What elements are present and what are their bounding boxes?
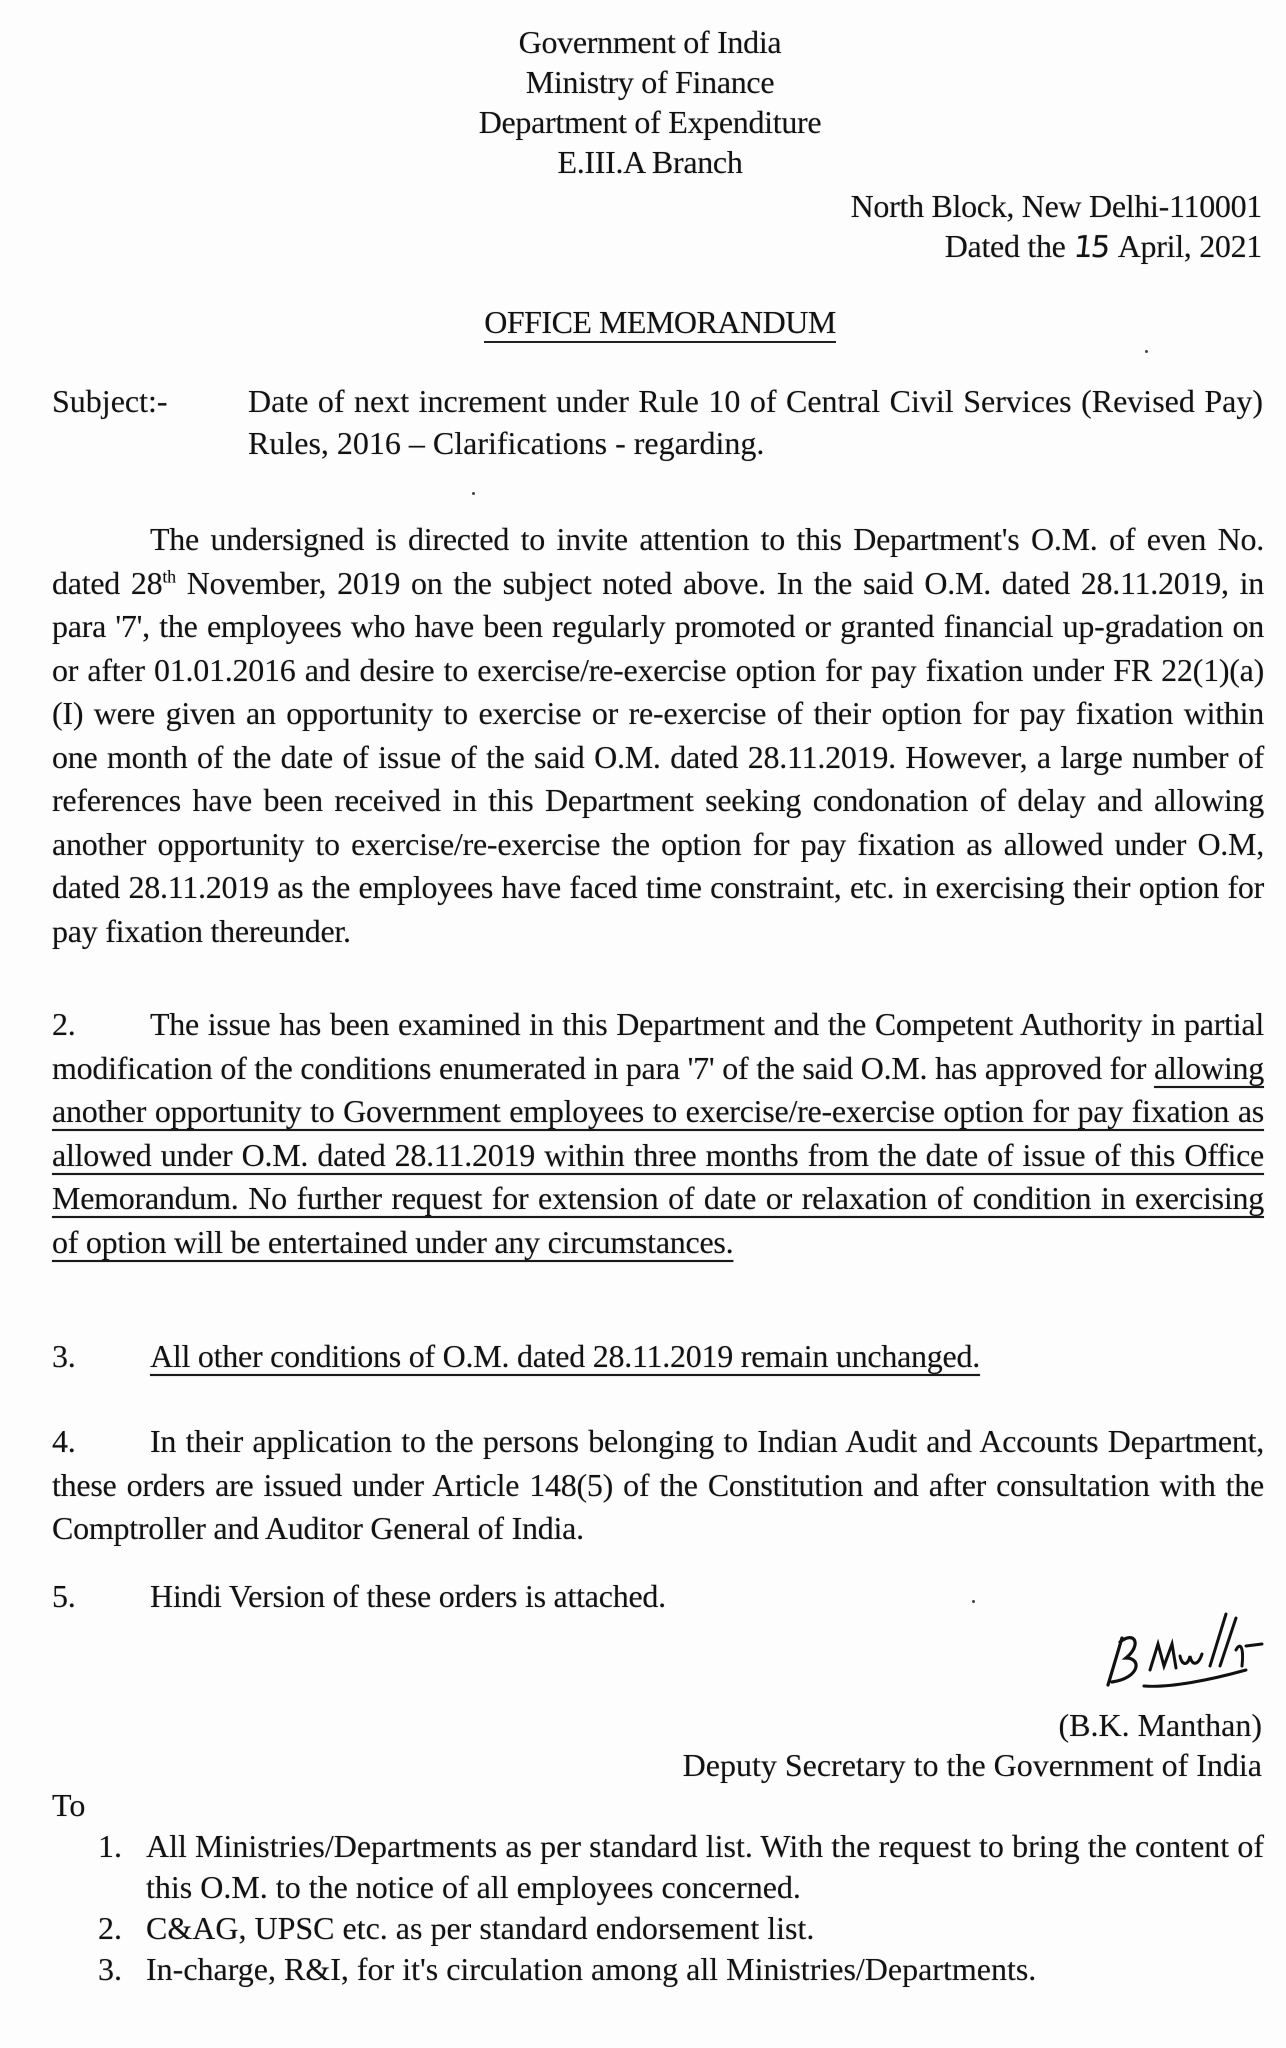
subject-text: Date of next increment under Rule 10 of Central Civil Services (Revised Pay) Rules, 2016 – Clarifications - regarding. [248, 383, 1263, 461]
header-government: Government of India [518, 24, 782, 60]
distribution-label: To [52, 1787, 86, 1823]
paragraph-number: 2. [52, 1006, 76, 1042]
signatory-name: (B.K. Manthan) [1058, 1707, 1262, 1743]
distribution-list [98, 1826, 1264, 1990]
distribution-item: 1. All Ministries/Departments as per standard list. With the request to bring the content of this O.M. to the notice of all employees concerned. [98, 1828, 1264, 1905]
scan-speck [1145, 350, 1148, 353]
distribution-item: 3. In-charge, R&I, for it's circulation among all Ministries/Departments. [98, 1951, 1037, 1987]
memo-title: OFFICE MEMORANDUM [0, 302, 1286, 342]
paragraph-number: 5. [52, 1578, 76, 1614]
paragraph-number: 3. [52, 1338, 76, 1374]
distribution-item: 2. C&AG, UPSC etc. as per standard endorsement list. [98, 1910, 815, 1946]
scan-speck [972, 1600, 975, 1603]
date-suffix: April, 2021 [1117, 228, 1262, 264]
scan-speck [472, 492, 475, 495]
paragraph-4: 4. In their application to the persons belonging to Indian Audit and Accounts Department, these orders are issued under Article 148(5) of the Constitution and after consultation with the Comptroller and Auditor General of India. [52, 1420, 1264, 1551]
paragraph-5: 5. Hindi Version of these orders is attached. [52, 1575, 1264, 1619]
signatory-designation: Deputy Secretary to the Government of India [682, 1747, 1262, 1783]
paragraph-3 [52, 1335, 1264, 1379]
address-location: North Block, New Delhi-110001 [850, 188, 1262, 224]
paragraph-2: 2. The issue has been examined in this Department and the Competent Authority in partial modification of the conditions enumerated in para '7' of the said O.M. has approved for allowing another opportunity to Government employees to exercise/re-exercise option for pay fixation as allowed under O.M. dated 28.11.2019 within three months from the date of issue of this Office Memorandum. No further request for extension of date or relaxation of condition in exercising of option will be entertained under any circumstances. [52, 1003, 1264, 1264]
date-prefix: Dated the [944, 228, 1066, 264]
subject-label: Subject:- [52, 383, 168, 419]
header-branch: E.III.A Branch [557, 144, 743, 180]
handwritten-underline-text: allowing another opportunity to Government employees to exercise/re-exercise option for pay fixation as allowed under O.M. dated 28.11.2019 within three months from the date of issue of this Office Memorandum. No further request for extension of date or relaxation of condition in exercising of option will be entertained under any circumstances. [52, 1049, 1264, 1260]
signature-icon [1050, 1600, 1270, 1710]
handwritten-underline-text: All other conditions of O.M. dated 28.11.2019 remain unchanged. [150, 1338, 980, 1374]
date-line [945, 226, 1262, 268]
date-day-handwritten: 15 [1071, 230, 1110, 265]
header-ministry: Ministry of Finance [525, 64, 775, 100]
paragraph-1: The undersigned is directed to invite attention to this Department's O.M. of even No. dated 28th November, 2019 on the subject noted above. In the said O.M. dated 28.11.2019, in para '7', the employees who have been regularly promoted or granted financial up-gradation on or after 01.01.2016 and desire to exercise/re-exercise option for pay fixation under FR 22(1)(a)(I) were given an opportunity to exercise or re-exercise of their option for pay fixation within one month of the date of issue of the said O.M. dated 28.11.2019. However, a large number of references have been received in this Department seeking condonation of delay and allowing another opportunity to exercise/re-exercise the option for pay fixation as allowed under O.M, dated 28.11.2019 as the employees have faced time constraint, etc. in exercising their option for pay fixation thereunder. [52, 521, 1265, 949]
paragraph-number: 4. [52, 1423, 76, 1459]
header-department: Department of Expenditure [478, 104, 822, 140]
